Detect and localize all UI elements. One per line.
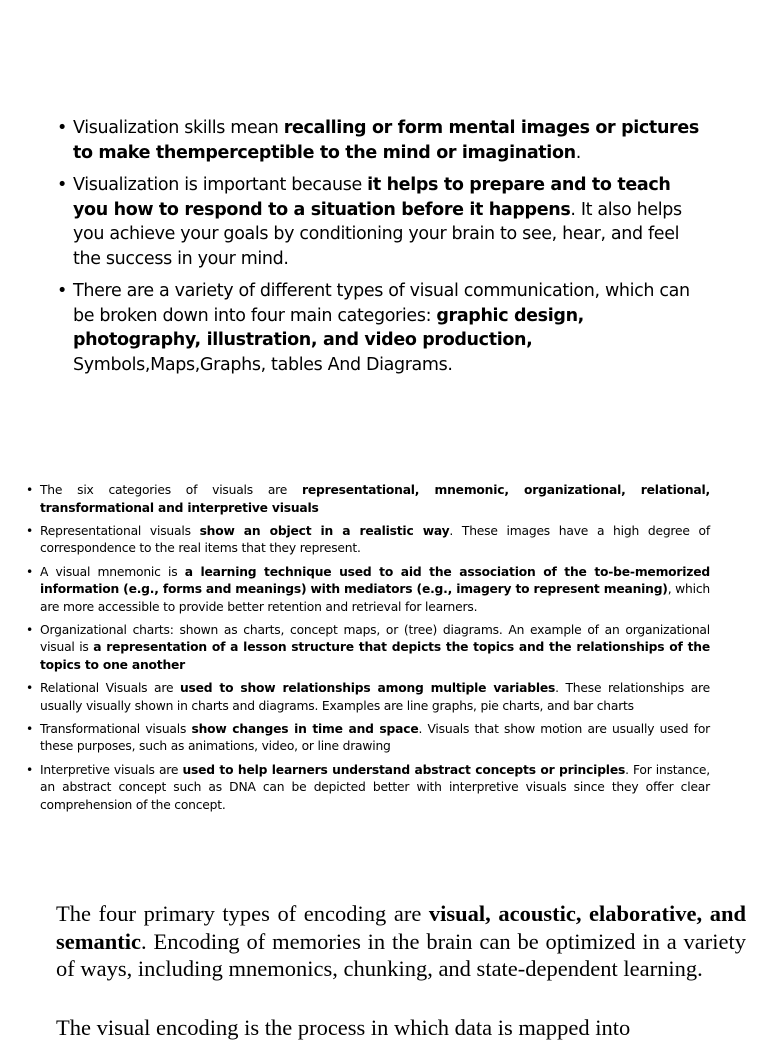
bullet-mnemonic: • A visual mnemonic is a learning technique used to aid the association of the to-be-memorized information (e.g., forms and meanings) with mediators (e.g., imagery to represent meaning), which are more accessible to provide better retention and retrieval for learners. xyxy=(26,564,710,617)
visualization-bullet-list xyxy=(57,116,707,385)
cutoff-text-line: The visual encoding is the process in which data is mapped into xyxy=(56,1015,631,1040)
bullet-transformational: • Transformational visuals show changes in time and space. Visuals that show motion are usually used for these purposes, such as animations, video, or line drawing xyxy=(26,721,710,756)
encoding-paragraph: The four primary types of encoding are visual, acoustic, elaborative, and semantic. Encoding of memories in the brain can be optimized in a variety of ways, including mnemonics, chunking, and state-dependent learning. xyxy=(56,901,746,981)
bullet-visualization-skills: • Visualization skills mean recalling or form mental images or pictures to make themperceptible to the mind or imagination. xyxy=(57,116,707,165)
bullet-relational: • Relational Visuals are used to show relationships among multiple variables. These relationships are usually visually shown in charts and diagrams. Examples are line graphs, pie charts, and bar charts xyxy=(26,680,710,715)
visual-categories-bullet-list xyxy=(26,482,710,820)
bullet-six-categories: • The six categories of visuals are representational, mnemonic, organizational, relational, transformational and interpretive visuals xyxy=(26,482,710,517)
bullet-organizational: • Organizational charts: shown as charts, concept maps, or (tree) diagrams. An example of an organizational visual is a representation of a lesson structure that depicts the topics and the relationships of the topics to one another xyxy=(26,622,710,675)
bullet-visual-communication-types: • There are a variety of different types of visual communication, which can be broken down into four main categories: graphic design, photography, illustration, and video production, Symbols,Maps,Graphs, tables And Diagrams. xyxy=(57,279,707,377)
bullet-representational: • Representational visuals show an object in a realistic way. These images have a high degree of correspondence to the real items that they represent. xyxy=(26,523,710,558)
bullet-visualization-importance: • Visualization is important because it helps to prepare and to teach you how to respond to a situation before it happens. It also helps you achieve your goals by conditioning your brain to see, hear, and feel the success in your mind. xyxy=(57,173,707,271)
bullet-interpretive: • Interpretive visuals are used to help learners understand abstract concepts or principles. For instance, an abstract concept such as DNA can be depicted better with interpretive visuals since they offer clear comprehension of the concept. xyxy=(26,762,710,815)
